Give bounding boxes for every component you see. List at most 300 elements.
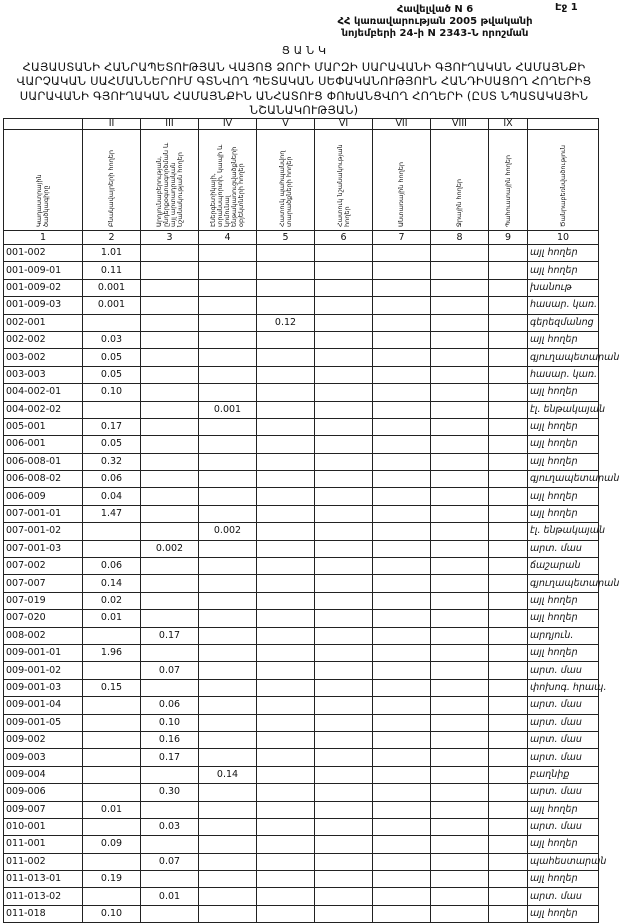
row-energy-value (199, 784, 257, 801)
column-number: 8 (431, 231, 489, 245)
row-settlement-value: 1.96 (83, 644, 141, 661)
row-energy-value (199, 662, 257, 679)
row-land-use: ճաշարան (528, 558, 599, 575)
row-cadastral-code: 007-007 (4, 575, 83, 592)
row-industrial-value (141, 366, 199, 383)
row-forest-value (373, 818, 431, 835)
row-forest-value (373, 384, 431, 401)
row-special-value (315, 436, 373, 453)
row-industrial-value (141, 505, 199, 522)
row-industrial-value: 0.07 (141, 662, 199, 679)
row-cadastral-code: 009-007 (4, 801, 83, 818)
table-row (4, 523, 599, 540)
row-special-value (315, 279, 373, 296)
row-forest-value (373, 314, 431, 331)
row-energy-value (199, 558, 257, 575)
row-forest-value (373, 401, 431, 418)
table-row (4, 714, 599, 731)
column-header (431, 130, 489, 231)
row-forest-value (373, 836, 431, 853)
row-cadastral-code: 011-018 (4, 905, 83, 922)
row-settlement-value (83, 818, 141, 835)
row-reserve-value (489, 262, 528, 279)
row-special-value (315, 349, 373, 366)
row-settlement-value (83, 749, 141, 766)
roman-numeral: II (83, 119, 141, 130)
row-forest-value (373, 523, 431, 540)
row-industrial-value (141, 766, 199, 783)
row-energy-value (199, 314, 257, 331)
row-settlement-value (83, 731, 141, 748)
row-special-value (315, 853, 373, 870)
row-water-value (431, 731, 489, 748)
row-settlement-value: 1.47 (83, 505, 141, 522)
row-industrial-value: 0.07 (141, 853, 199, 870)
row-energy-value (199, 349, 257, 366)
row-protected-value (257, 766, 315, 783)
row-protected-value (257, 523, 315, 540)
column-header (373, 130, 431, 231)
row-settlement-value: 0.06 (83, 558, 141, 575)
row-reserve-value (489, 314, 528, 331)
row-water-value (431, 540, 489, 557)
row-special-value (315, 488, 373, 505)
row-land-use: գյուղապետարան (528, 349, 599, 366)
row-special-value (315, 523, 373, 540)
roman-numeral: IX (489, 119, 528, 130)
column-header-text: Կադաստրային ծածկագիրը (35, 174, 50, 227)
row-protected-value (257, 714, 315, 731)
row-reserve-value (489, 349, 528, 366)
row-energy-value: 0.002 (199, 523, 257, 540)
row-forest-value (373, 349, 431, 366)
row-forest-value (373, 297, 431, 314)
row-protected-value (257, 331, 315, 348)
row-settlement-value: 0.06 (83, 471, 141, 488)
row-land-use: արտ. մաս (528, 818, 599, 835)
column-header (528, 130, 599, 231)
row-energy-value (199, 853, 257, 870)
row-land-use: գերեզմանոց (528, 314, 599, 331)
row-industrial-value: 0.30 (141, 784, 199, 801)
row-reserve-value (489, 331, 528, 348)
table-row (4, 784, 599, 801)
row-reserve-value (489, 453, 528, 470)
column-header-text: Հատուկ նշանակության հողեր (335, 144, 351, 227)
row-energy-value (199, 297, 257, 314)
row-energy-value (199, 871, 257, 888)
row-energy-value (199, 384, 257, 401)
row-forest-value (373, 714, 431, 731)
row-industrial-value (141, 905, 199, 922)
row-industrial-value (141, 610, 199, 627)
row-settlement-value: 0.04 (83, 488, 141, 505)
row-settlement-value: 0.14 (83, 575, 141, 592)
column-number: 7 (373, 231, 431, 245)
row-industrial-value (141, 558, 199, 575)
row-industrial-value (141, 349, 199, 366)
row-forest-value (373, 540, 431, 557)
column-header (4, 130, 83, 231)
row-land-use: պահեստարան (528, 853, 599, 870)
row-cadastral-code: 009-001-05 (4, 714, 83, 731)
row-industrial-value (141, 679, 199, 696)
row-reserve-value (489, 818, 528, 835)
row-cadastral-code: 009-001-01 (4, 644, 83, 661)
row-water-value (431, 818, 489, 835)
row-water-value (431, 245, 489, 262)
row-reserve-value (489, 488, 528, 505)
table-row (4, 836, 599, 853)
row-reserve-value (489, 540, 528, 557)
row-energy-value (199, 592, 257, 609)
table-row (4, 245, 599, 262)
row-special-value (315, 697, 373, 714)
row-land-use: այլ հողեր (528, 453, 599, 470)
row-land-use: այլ հողեր (528, 331, 599, 348)
row-energy-value (199, 540, 257, 557)
row-water-value (431, 384, 489, 401)
row-settlement-value: 0.10 (83, 905, 141, 922)
row-energy-value (199, 801, 257, 818)
table-row (4, 558, 599, 575)
table-row (4, 575, 599, 592)
row-settlement-value: 0.001 (83, 279, 141, 296)
row-cadastral-code: 001-002 (4, 245, 83, 262)
row-reserve-value (489, 662, 528, 679)
table-row (4, 697, 599, 714)
row-energy-value: 0.14 (199, 766, 257, 783)
row-industrial-value (141, 297, 199, 314)
row-settlement-value: 0.10 (83, 384, 141, 401)
row-water-value (431, 627, 489, 644)
row-land-use: այլ հողեր (528, 592, 599, 609)
row-forest-value (373, 610, 431, 627)
row-special-value (315, 749, 373, 766)
row-energy-value (199, 627, 257, 644)
row-land-use: արտ. մաս (528, 731, 599, 748)
row-cadastral-code: 007-002 (4, 558, 83, 575)
row-protected-value (257, 366, 315, 383)
row-energy-value (199, 262, 257, 279)
row-land-use: արտ. մաս (528, 749, 599, 766)
row-energy-value (199, 610, 257, 627)
row-energy-value (199, 679, 257, 696)
row-reserve-value (489, 836, 528, 853)
row-energy-value (199, 505, 257, 522)
row-protected-value (257, 297, 315, 314)
row-energy-value (199, 471, 257, 488)
row-energy-value (199, 697, 257, 714)
row-settlement-value: 0.01 (83, 610, 141, 627)
row-protected-value (257, 384, 315, 401)
table-row (4, 349, 599, 366)
row-special-value (315, 592, 373, 609)
row-cadastral-code: 007-020 (4, 610, 83, 627)
row-water-value (431, 558, 489, 575)
row-land-use: արտ. մաս (528, 714, 599, 731)
row-cadastral-code: 001-009-02 (4, 279, 83, 296)
row-industrial-value: 0.17 (141, 627, 199, 644)
row-special-value (315, 888, 373, 905)
row-forest-value (373, 331, 431, 348)
row-protected-value (257, 679, 315, 696)
row-water-value (431, 471, 489, 488)
roman-numeral (528, 119, 599, 130)
row-settlement-value: 0.05 (83, 366, 141, 383)
row-special-value (315, 610, 373, 627)
column-header (489, 130, 528, 231)
row-industrial-value: 0.17 (141, 749, 199, 766)
row-energy-value (199, 888, 257, 905)
row-special-value (315, 558, 373, 575)
row-protected-value (257, 401, 315, 418)
row-energy-value (199, 644, 257, 661)
row-cadastral-code: 009-002 (4, 731, 83, 748)
row-forest-value (373, 592, 431, 609)
row-land-use: բաղնիք (528, 766, 599, 783)
column-header (315, 130, 373, 231)
table-row (4, 331, 599, 348)
row-settlement-value (83, 401, 141, 418)
row-protected-value (257, 505, 315, 522)
row-cadastral-code: 001-009-01 (4, 262, 83, 279)
row-special-value (315, 331, 373, 348)
row-land-use: այլ հողեր (528, 644, 599, 661)
roman-numeral (4, 119, 83, 130)
row-water-value (431, 331, 489, 348)
annex-line-3: նոյեմբերի 24-ի N 2343-Ն որոշման (341, 28, 529, 39)
row-industrial-value (141, 801, 199, 818)
row-protected-value (257, 784, 315, 801)
row-energy-value (199, 279, 257, 296)
row-industrial-value (141, 592, 199, 609)
row-reserve-value (489, 610, 528, 627)
row-cadastral-code: 011-001 (4, 836, 83, 853)
row-special-value (315, 453, 373, 470)
row-industrial-value (141, 331, 199, 348)
row-cadastral-code: 006-008-02 (4, 471, 83, 488)
row-water-value (431, 905, 489, 922)
row-industrial-value (141, 384, 199, 401)
row-industrial-value (141, 471, 199, 488)
row-forest-value (373, 871, 431, 888)
roman-numeral: VII (373, 119, 431, 130)
row-reserve-value (489, 888, 528, 905)
row-cadastral-code: 009-001-03 (4, 679, 83, 696)
row-water-value (431, 523, 489, 540)
row-cadastral-code: 003-002 (4, 349, 83, 366)
row-industrial-value: 0.10 (141, 714, 199, 731)
column-header (199, 130, 257, 231)
row-water-value (431, 592, 489, 609)
row-energy-value (199, 905, 257, 922)
row-reserve-value (489, 523, 528, 540)
row-land-use: հասար. կառ. (528, 366, 599, 383)
row-settlement-value (83, 662, 141, 679)
row-reserve-value (489, 644, 528, 661)
row-protected-value (257, 749, 315, 766)
row-water-value (431, 366, 489, 383)
row-protected-value (257, 558, 315, 575)
row-special-value (315, 505, 373, 522)
row-settlement-value (83, 627, 141, 644)
row-land-use: արտ. մաս (528, 697, 599, 714)
row-protected-value (257, 471, 315, 488)
row-land-use: այլ հողեր (528, 418, 599, 435)
table-row (4, 436, 599, 453)
row-forest-value (373, 505, 431, 522)
row-settlement-value (83, 697, 141, 714)
row-reserve-value (489, 297, 528, 314)
row-industrial-value (141, 401, 199, 418)
row-energy-value (199, 731, 257, 748)
row-industrial-value (141, 262, 199, 279)
row-cadastral-code: 009-004 (4, 766, 83, 783)
row-cadastral-code: 006-008-01 (4, 453, 83, 470)
title-line-5: ՆՇԱՆԱԿՈՒԹՅԱՆ) (249, 103, 359, 117)
row-settlement-value: 0.001 (83, 297, 141, 314)
row-water-value (431, 801, 489, 818)
row-land-use: խանութ (528, 279, 599, 296)
row-reserve-value (489, 436, 528, 453)
row-industrial-value (141, 836, 199, 853)
row-reserve-value (489, 575, 528, 592)
row-settlement-value (83, 314, 141, 331)
row-forest-value (373, 279, 431, 296)
row-forest-value (373, 905, 431, 922)
row-reserve-value (489, 766, 528, 783)
row-special-value (315, 714, 373, 731)
row-industrial-value (141, 488, 199, 505)
row-cadastral-code: 003-003 (4, 366, 83, 383)
row-cadastral-code: 007-001-02 (4, 523, 83, 540)
row-forest-value (373, 766, 431, 783)
row-industrial-value (141, 279, 199, 296)
row-special-value (315, 314, 373, 331)
row-land-use: արտ. մաս (528, 888, 599, 905)
table-row (4, 401, 599, 418)
row-settlement-value (83, 766, 141, 783)
row-special-value (315, 366, 373, 383)
table-row (4, 471, 599, 488)
row-protected-value (257, 349, 315, 366)
row-reserve-value (489, 627, 528, 644)
row-water-value (431, 749, 489, 766)
row-protected-value (257, 853, 315, 870)
row-industrial-value (141, 245, 199, 262)
row-land-use: այլ հողեր (528, 245, 599, 262)
row-water-value (431, 697, 489, 714)
table-row (4, 749, 599, 766)
row-industrial-value (141, 314, 199, 331)
row-forest-value (373, 558, 431, 575)
row-energy-value (199, 714, 257, 731)
row-water-value (431, 766, 489, 783)
row-energy-value (199, 331, 257, 348)
row-protected-value (257, 245, 315, 262)
row-forest-value (373, 262, 431, 279)
row-protected-value (257, 836, 315, 853)
row-special-value (315, 818, 373, 835)
row-forest-value (373, 662, 431, 679)
row-cadastral-code: 011-013-02 (4, 888, 83, 905)
row-settlement-value: 0.19 (83, 871, 141, 888)
column-header (141, 130, 199, 231)
row-special-value (315, 662, 373, 679)
column-header-text: Պահուստային հողեր (503, 154, 512, 227)
row-cadastral-code: 011-002 (4, 853, 83, 870)
table-row (4, 853, 599, 870)
annex-line-1: Հավելված N 6 (396, 4, 474, 15)
row-protected-value (257, 436, 315, 453)
row-settlement-value: 0.01 (83, 801, 141, 818)
row-forest-value (373, 366, 431, 383)
row-land-use: այլ հողեր (528, 262, 599, 279)
row-reserve-value (489, 592, 528, 609)
row-protected-value (257, 418, 315, 435)
row-protected-value (257, 818, 315, 835)
row-cadastral-code: 006-009 (4, 488, 83, 505)
row-special-value (315, 679, 373, 696)
column-number: 1 (4, 231, 83, 245)
table-row (4, 610, 599, 627)
row-cadastral-code: 005-001 (4, 418, 83, 435)
column-header-text: Անտառային հողեր (397, 162, 405, 227)
annex-reference (320, 4, 550, 40)
row-land-use: արդյուն. (528, 627, 599, 644)
row-settlement-value (83, 523, 141, 540)
row-water-value (431, 662, 489, 679)
table-row (4, 366, 599, 383)
row-special-value (315, 766, 373, 783)
row-protected-value (257, 697, 315, 714)
row-cadastral-code: 004-002-01 (4, 384, 83, 401)
row-protected-value (257, 540, 315, 557)
row-forest-value (373, 627, 431, 644)
row-water-value (431, 871, 489, 888)
row-water-value (431, 853, 489, 870)
row-special-value (315, 731, 373, 748)
row-special-value (315, 784, 373, 801)
row-reserve-value (489, 871, 528, 888)
row-energy-value (199, 453, 257, 470)
row-water-value (431, 436, 489, 453)
table-row (4, 314, 599, 331)
table-row (4, 418, 599, 435)
roman-numeral: VIII (431, 119, 489, 130)
row-water-value (431, 349, 489, 366)
row-industrial-value: 0.002 (141, 540, 199, 557)
roman-numeral: V (257, 119, 315, 130)
row-protected-value (257, 453, 315, 470)
column-number: 5 (257, 231, 315, 245)
row-special-value (315, 627, 373, 644)
row-settlement-value (83, 714, 141, 731)
row-water-value (431, 314, 489, 331)
row-land-use: էլ. ենթակայան (528, 523, 599, 540)
column-header-text: Ջրային հողեր (455, 178, 463, 227)
row-special-value (315, 245, 373, 262)
row-water-value (431, 453, 489, 470)
roman-numeral: III (141, 119, 199, 130)
table-row (4, 644, 599, 661)
table-row (4, 540, 599, 557)
row-water-value (431, 418, 489, 435)
row-land-use: այլ հողեր (528, 505, 599, 522)
row-settlement-value: 1.01 (83, 245, 141, 262)
row-cadastral-code: 009-001-02 (4, 662, 83, 679)
